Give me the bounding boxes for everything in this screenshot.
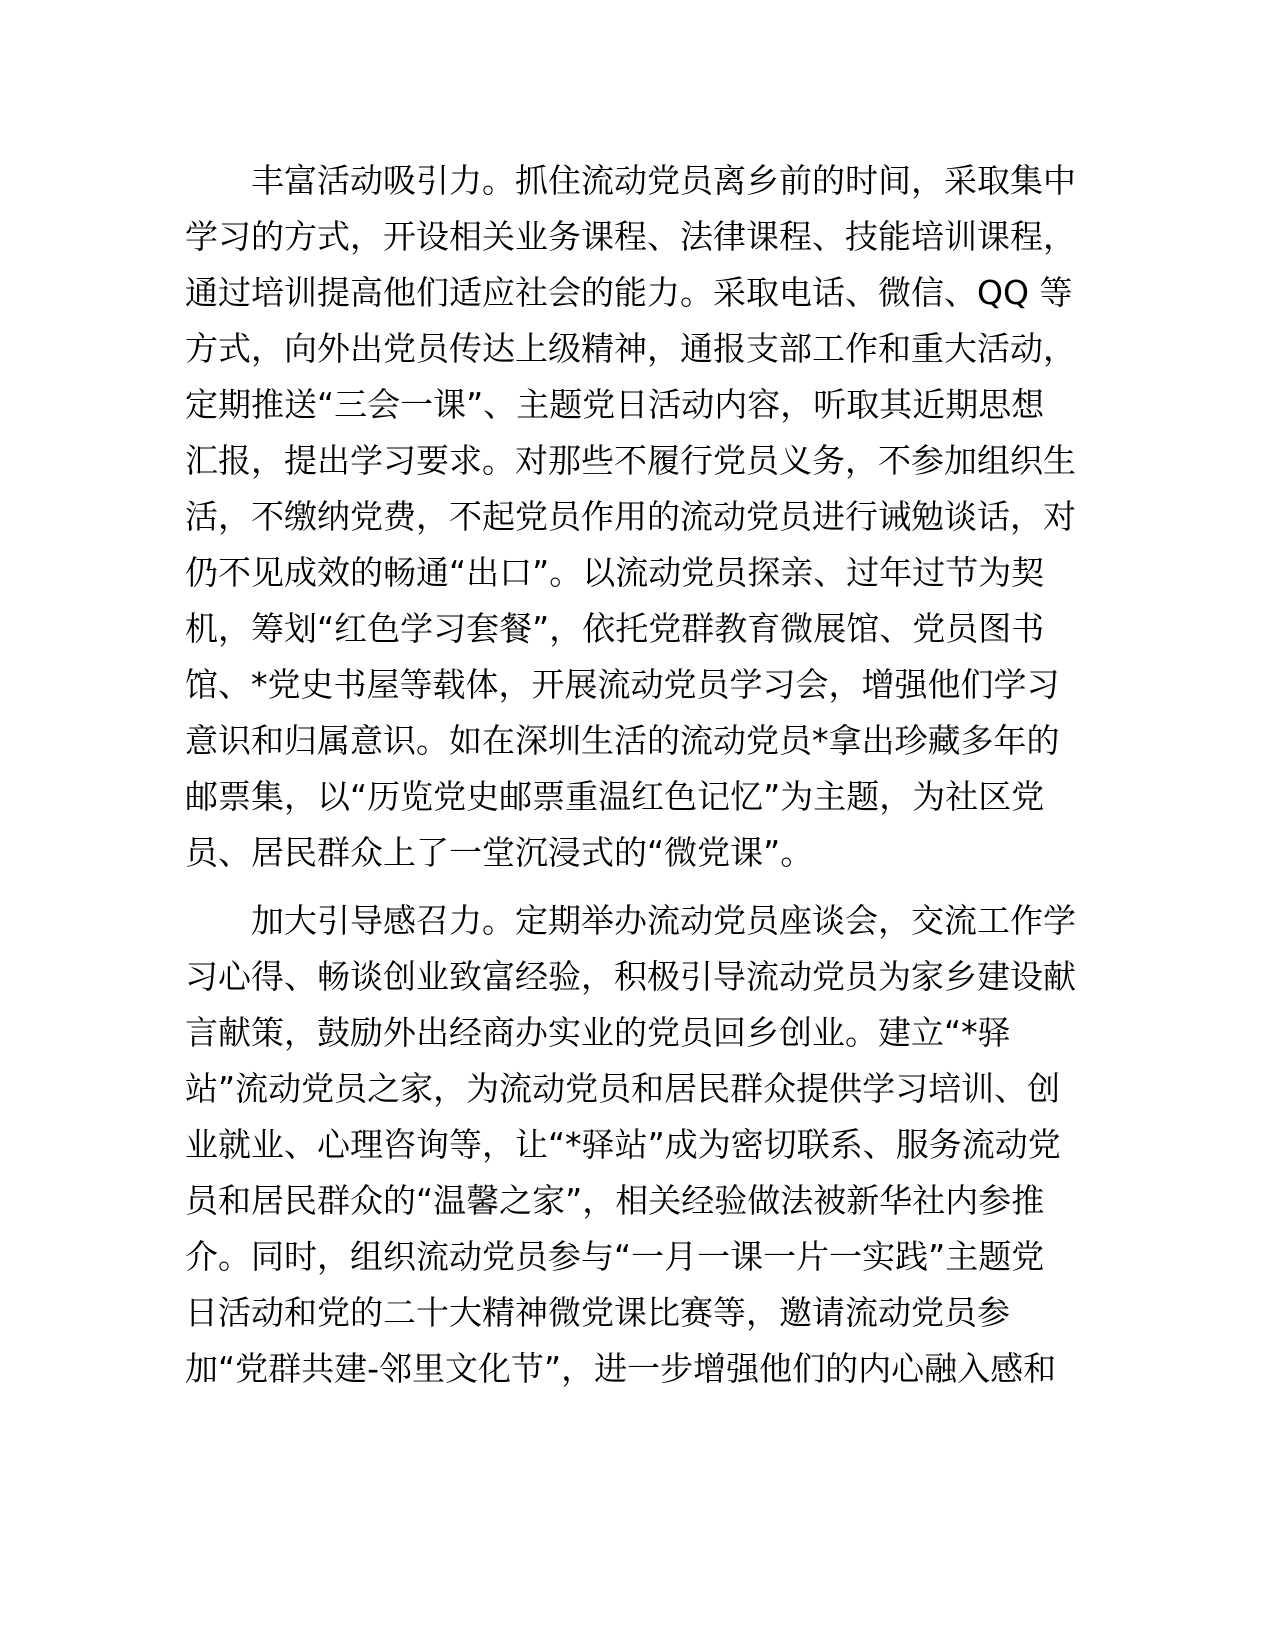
text-line: 习心得、畅谈创业致富经验，积极引导流动党员为家乡建设献 — [185, 957, 1076, 996]
text-line: 定期推送“三会一课”、主题党日活动内容，听取其近期思想 — [185, 385, 1045, 424]
text-line: 日活动和党的二十大精神微党课比赛等，邀请流动党员参 — [185, 1293, 1010, 1332]
text-line: 员和居民群众的“温馨之家”，相关经验做法被新华社内参推 — [185, 1181, 1045, 1220]
text-line: 机，筹划“红色学习套餐”，依托党群教育微展馆、党员图书 — [185, 609, 1045, 648]
text-line: 方式，向外出党员传达上级精神，通报支部工作和重大活动， — [185, 329, 1076, 368]
text-line: 言献策，鼓励外出经商办实业的党员回乡创业。建立“*驿 — [185, 1013, 1011, 1052]
text-line: 业就业、心理咨询等，让“*驿站”成为密切联系、服务流动党 — [185, 1125, 1061, 1164]
text-line: 丰富活动吸引力。抓住流动党员离乡前的时间，采取集中 — [185, 161, 1076, 200]
text-line: 仍不见成效的畅通“出口”。以流动党员探亲、过年过节为契 — [185, 553, 1045, 592]
text-line: 学习的方式，开设相关业务课程、法律课程、技能培训课程， — [185, 217, 1076, 256]
text-line: 介。同时，组织流动党员参与“一月一课一片一实践”主题党 — [185, 1237, 1045, 1276]
text-line: 活，不缴纳党费，不起党员作用的流动党员进行诫勉谈话，对 — [185, 497, 1076, 536]
text-line: 加“党群共建-邻里文化节”，进一步增强他们的内心融入感和 — [185, 1349, 1057, 1388]
text-line: 邮票集，以“历览党史邮票重温红色记忆”为主题，为社区党 — [185, 777, 1045, 816]
text-line: 意识和归属意识。如在深圳生活的流动党员*拿出珍藏多年的 — [185, 721, 1060, 760]
text-line: 员、居民群众上了一堂沉浸式的“微党课”。 — [185, 833, 814, 872]
text-line: 汇报，提出学习要求。对那些不履行党员义务，不参加组织生 — [185, 441, 1076, 480]
text-line: 加大引导感召力。定期举办流动党员座谈会，交流工作学 — [185, 901, 1076, 940]
document-body — [185, 153, 1090, 1397]
paragraph-rich-activities — [185, 153, 1090, 881]
text-line: 通过培训提高他们适应社会的能力。采取电话、微信、QQ 等 — [185, 273, 1073, 312]
paragraph-spacer — [185, 881, 1090, 893]
text-line: 馆、*党史书屋等载体，开展流动党员学习会，增强他们学习 — [185, 665, 1060, 704]
paragraph-guidance-appeal — [185, 893, 1090, 1397]
text-line: 站”流动党员之家，为流动党员和居民群众提供学习培训、创 — [185, 1069, 1061, 1108]
